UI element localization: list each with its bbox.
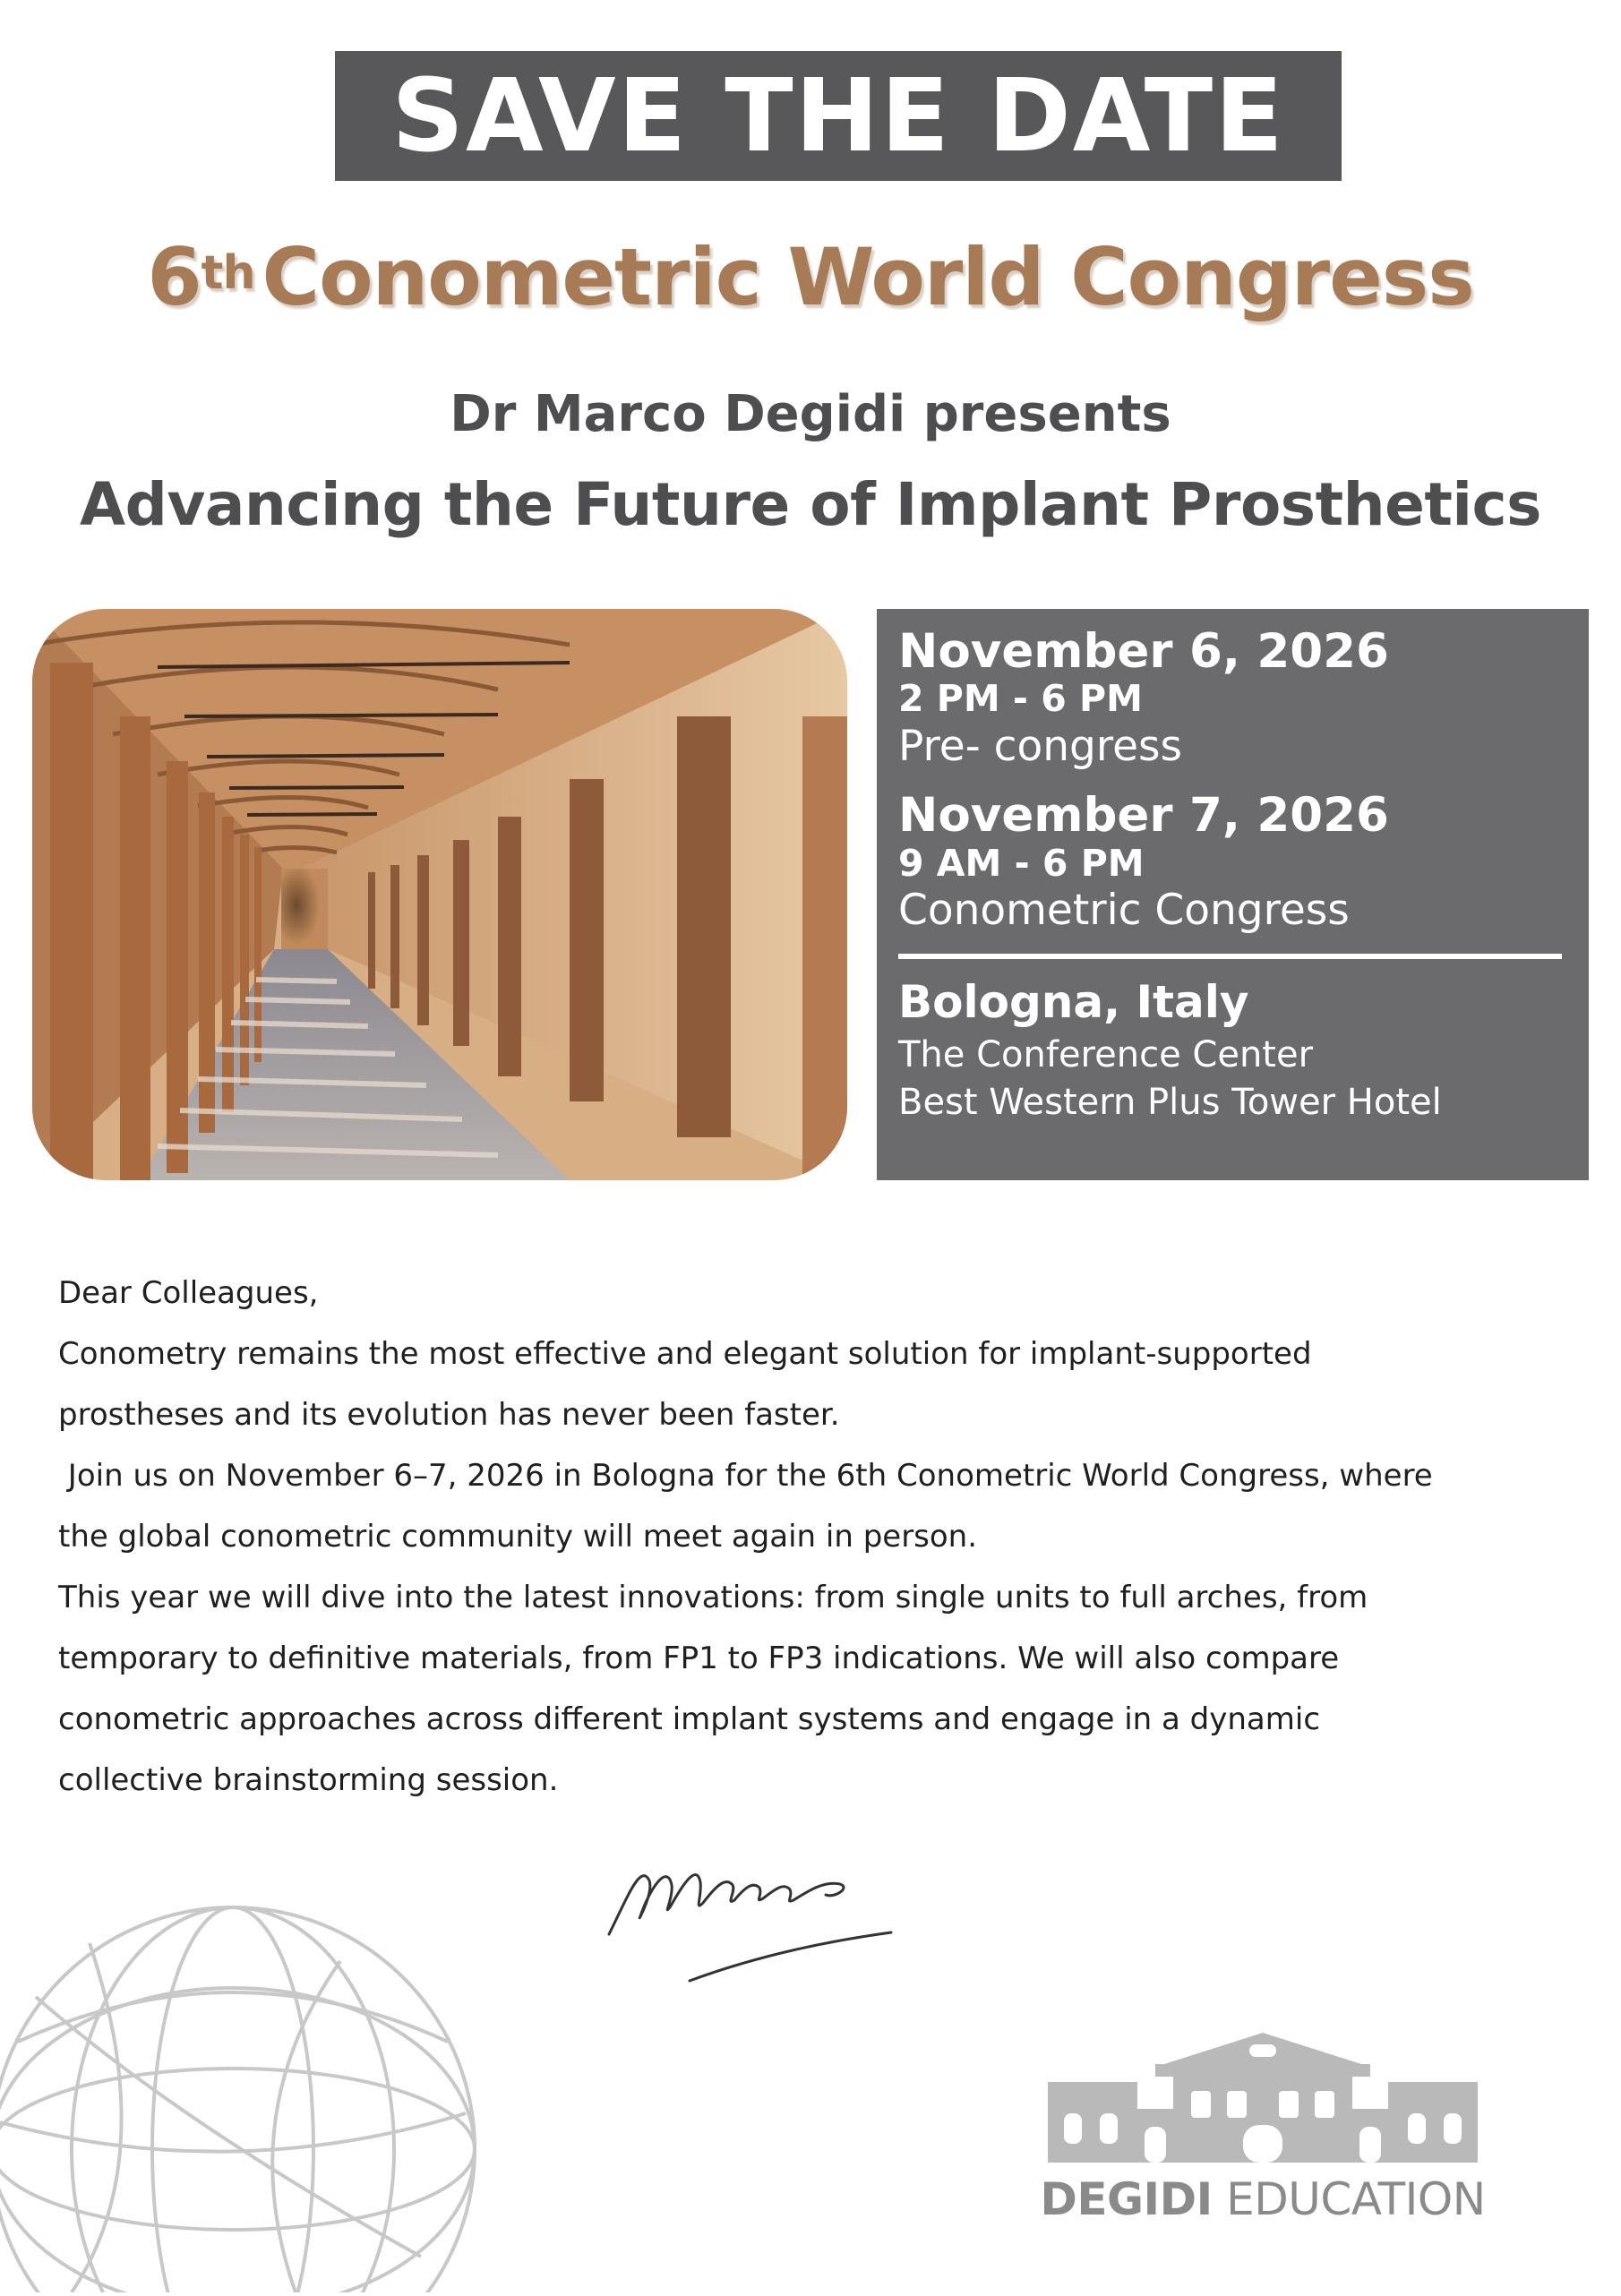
letter-line: the global conometric community will meet again in person. bbox=[58, 1519, 978, 1555]
letter-line: Conometry remains the most effective and elegant solution for implant-supported bbox=[58, 1336, 1312, 1372]
building-facade-icon bbox=[1039, 2028, 1487, 2166]
congress-ordinal bbox=[147, 231, 262, 323]
wireframe-globe-icon bbox=[0, 1889, 484, 2296]
banner-text: SAVE THE DATE bbox=[391, 57, 1285, 175]
letter-line: Join us on November 6–7, 2026 in Bologna for the 6th Conometric World Congress, where bbox=[58, 1458, 1433, 1494]
letter-line: prostheses and its evolution has never been faster. bbox=[58, 1397, 840, 1433]
schedule-day-1 bbox=[898, 625, 1569, 773]
day-2-time: 9 AM - 6 PM bbox=[898, 841, 1145, 885]
schedule-day-2 bbox=[898, 789, 1569, 937]
day-2-label: Conometric Congress bbox=[898, 885, 1350, 935]
day-2-date: November 7, 2026 bbox=[898, 788, 1389, 844]
venue-line-2: Best Western Plus Tower Hotel bbox=[898, 1081, 1442, 1123]
congress-number: 6 bbox=[147, 231, 202, 323]
event-info-box bbox=[877, 609, 1589, 1180]
letter-line: temporary to definitive materials, from FP1 to FP3 indications. We will also compare bbox=[58, 1641, 1340, 1676]
event-subtitle: Advancing the Future of Implant Prosthetics bbox=[80, 470, 1541, 539]
letter-line: This year we will dive into the latest innovations: from single units to full arches, from bbox=[58, 1580, 1368, 1615]
letter-line: collective brainstorming session. bbox=[58, 1762, 559, 1798]
presenter-line: Dr Marco Degidi presents bbox=[450, 385, 1171, 443]
handwritten-signature bbox=[600, 1827, 905, 1992]
brand-wordmark bbox=[1039, 2173, 1487, 2225]
venue-line-1: The Conference Center bbox=[898, 1034, 1314, 1075]
letter-body bbox=[58, 1263, 1572, 1811]
brand-light: EDUCATION bbox=[1226, 2173, 1486, 2225]
arcade-corridor-photo bbox=[32, 609, 847, 1180]
letter-greeting: Dear Colleagues, bbox=[58, 1275, 319, 1311]
congress-ordinal-suffix: th bbox=[201, 246, 255, 300]
congress-title bbox=[0, 231, 1621, 323]
save-the-date-banner bbox=[335, 51, 1342, 181]
brand-bold: DEGIDI bbox=[1040, 2173, 1213, 2225]
location-city: Bologna, Italy bbox=[898, 975, 1249, 1028]
day-1-label: Pre- congress bbox=[898, 721, 1183, 771]
day-1-time: 2 PM - 6 PM bbox=[898, 677, 1143, 721]
info-divider bbox=[898, 954, 1562, 959]
congress-name: Conometric World Congress bbox=[262, 231, 1474, 323]
day-1-date: November 6, 2026 bbox=[898, 624, 1389, 679]
letter-line: conometric approaches across different implant systems and engage in a dynamic bbox=[58, 1701, 1321, 1737]
